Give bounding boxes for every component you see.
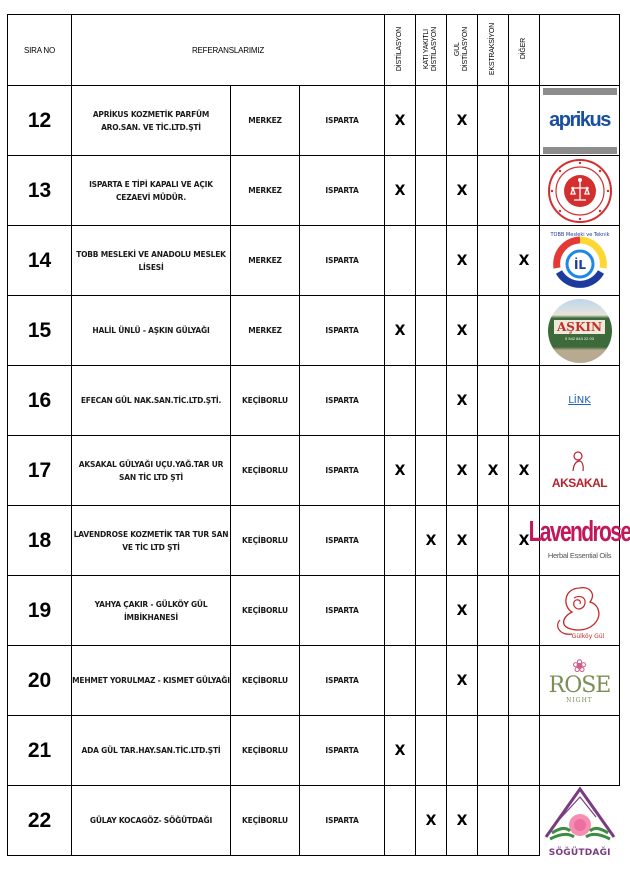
mark-diger: [509, 646, 540, 716]
logo-cell: [540, 576, 620, 646]
district: MERKEZ: [231, 156, 300, 226]
mark-gul: X: [447, 506, 478, 576]
row-number: 20: [8, 646, 72, 716]
row-number: 18: [8, 506, 72, 576]
company-name: LAVENDROSE KOZMETİK TAR TUR SAN VE TİC LTD ŞTİ: [72, 506, 231, 576]
header-kati-yakitli: [416, 15, 447, 86]
mark-gul: X: [447, 226, 478, 296]
header-gul-label: GÜL DİSTİLASYON: [454, 26, 469, 72]
aksakal-logo-text: AKSAKAL: [551, 476, 608, 490]
row-number: 19: [8, 576, 72, 646]
mark-distilasyon: [385, 786, 416, 856]
tobb-school-logo-icon: [547, 228, 613, 294]
mark-kati: [416, 226, 447, 296]
mark-kati: [416, 436, 447, 506]
mark-ekstraksiyon: [478, 506, 509, 576]
header-row: [8, 15, 620, 86]
askin-sign-photo-image: [548, 299, 612, 363]
logo-cell: [540, 646, 620, 716]
district: KEÇİBORLU: [231, 436, 300, 506]
table-row: [8, 226, 620, 296]
tobb-school-logo: [542, 228, 618, 294]
efecan-link[interactable]: LİNK: [568, 395, 591, 406]
city: ISPARTA: [300, 786, 385, 856]
mark-ekstraksiyon: [478, 226, 509, 296]
svg-text:Gülköy Gül: Gülköy Gül: [571, 632, 604, 640]
mark-kati: [416, 716, 447, 786]
row-number: 12: [8, 86, 72, 156]
mark-kati: [416, 86, 447, 156]
company-name: EFECAN GÜL NAK.SAN.TİC.LTD.ŞTİ.: [72, 366, 231, 436]
rose-night-logo-image: [549, 657, 611, 704]
mark-diger: [509, 716, 540, 786]
header-sira-no: SIRA NO: [8, 15, 72, 86]
city: ISPARTA: [300, 156, 385, 226]
header-ekstraksiyon-label: EKSTRAKSİYON: [489, 22, 496, 76]
mark-distilasyon: X: [385, 296, 416, 366]
mark-diger: X: [509, 436, 540, 506]
lavendrose-logo-subtext: Herbal Essential Oils: [547, 551, 612, 560]
table-row: [8, 296, 620, 366]
mark-diger: X: [509, 226, 540, 296]
table-row: [8, 646, 620, 716]
row-number: 14: [8, 226, 72, 296]
mark-diger: [509, 576, 540, 646]
company-name: ADA GÜL TAR.HAY.SAN.TİC.LTD.ŞTİ: [72, 716, 231, 786]
district: KEÇİBORLU: [231, 716, 300, 786]
mark-ekstraksiyon: [478, 576, 509, 646]
header-distilasyon-label: DİSTİLASYON: [396, 26, 403, 72]
city: ISPARTA: [300, 576, 385, 646]
mark-diger: [509, 86, 540, 156]
mark-ekstraksiyon: [478, 296, 509, 366]
table-row: [8, 716, 620, 786]
header-gul-distilasyon: [447, 15, 478, 86]
table-row: [8, 786, 620, 856]
svg-text:İL: İL: [573, 257, 586, 272]
mark-ekstraksiyon: [478, 716, 509, 786]
city: ISPARTA: [300, 226, 385, 296]
logo-cell: [540, 786, 620, 859]
rose-night-logo-text: ROSE: [548, 673, 611, 698]
mark-distilasyon: X: [385, 86, 416, 156]
header-referanslar: REFERANSLARIMIZ: [72, 15, 385, 86]
table-row: [8, 436, 620, 506]
mark-gul: X: [447, 156, 478, 226]
mark-ekstraksiyon: [478, 646, 509, 716]
district: KEÇİBORLU: [231, 576, 300, 646]
header-kati-label: KATI YAKITLI DİSTİLASYON: [423, 26, 438, 72]
row-number: 22: [8, 786, 72, 856]
gulkoy-rose-logo: [542, 578, 618, 644]
mark-gul: X: [447, 646, 478, 716]
company-name: HALİL ÜNLÜ - AŞKIN GÜLYAĞI: [72, 296, 231, 366]
table-row: [8, 156, 620, 226]
city: ISPARTA: [300, 716, 385, 786]
city: ISPARTA: [300, 436, 385, 506]
mark-kati: X: [416, 786, 447, 856]
mark-diger: [509, 366, 540, 436]
header-distilasyon: [385, 15, 416, 86]
aksakal-logo: [542, 438, 618, 504]
company-name: APRİKUS KOZMETİK PARFÜM ARO.SAN. VE TİC.LTD.ŞTİ: [72, 86, 231, 156]
aksakal-figure-icon: [570, 451, 588, 471]
table-row: [8, 506, 620, 576]
row-number: 17: [8, 436, 72, 506]
company-name: ISPARTA E TİPİ KAPALI VE AÇIK CEZAEVİ MÜDÜR.: [72, 156, 231, 226]
logo-cell: [540, 366, 620, 436]
city: ISPARTA: [300, 86, 385, 156]
rose-night-logo-subtext: NIGHT: [566, 697, 593, 704]
mark-kati: [416, 366, 447, 436]
references-table: [7, 14, 630, 859]
lavendrose-logo: [528, 508, 630, 574]
rose-night-logo: [542, 648, 618, 714]
header-diger-label: DİĞER: [520, 38, 527, 60]
row-number: 16: [8, 366, 72, 436]
mark-distilasyon: X: [385, 436, 416, 506]
header-logo: [540, 15, 620, 86]
city: ISPARTA: [300, 296, 385, 366]
district: KEÇİBORLU: [231, 786, 300, 856]
city: ISPARTA: [300, 366, 385, 436]
district: KEÇİBORLU: [231, 506, 300, 576]
company-name: GÜLAY KOCAGÖZ- SÖĞÜTDAĞI: [72, 786, 231, 856]
lavendrose-logo-image: [528, 516, 630, 560]
district: MERKEZ: [231, 226, 300, 296]
mark-gul: X: [447, 576, 478, 646]
lavendrose-logo-text: Lavendrose: [528, 516, 630, 548]
district: KEÇİBORLU: [231, 366, 300, 436]
mark-gul: X: [447, 786, 478, 856]
logo-cell: [540, 86, 620, 156]
district: MERKEZ: [231, 86, 300, 156]
mark-diger: [509, 156, 540, 226]
header-diger: [509, 15, 540, 86]
mark-gul: X: [447, 86, 478, 156]
askin-sign-phone: 0 542 843 22 03: [565, 336, 594, 341]
company-name: AKSAKAL GÜLYAĞI UÇU.YAĞ.TAR UR SAN TİC LTD ŞTİ: [72, 436, 231, 506]
mark-distilasyon: [385, 506, 416, 576]
row-number: 13: [8, 156, 72, 226]
district: MERKEZ: [231, 296, 300, 366]
mark-kati: [416, 296, 447, 366]
header-ekstraksiyon: [478, 15, 509, 86]
link: [542, 368, 618, 434]
mountain-rose-icon: [544, 787, 616, 843]
table-row: [8, 366, 620, 436]
aprikus-logo-image: [543, 88, 617, 154]
row-number: 15: [8, 296, 72, 366]
aprikus-logo-text: aprikus: [549, 109, 610, 131]
mark-ekstraksiyon: [478, 786, 509, 856]
mark-kati: X: [416, 506, 447, 576]
sogutdagi-logo-text: SÖĞÜTDAĞI: [548, 848, 611, 859]
company-name: MEHMET YORULMAZ - KISMET GÜLYAĞI: [72, 646, 231, 716]
mark-ekstraksiyon: [478, 156, 509, 226]
row-number: 21: [8, 716, 72, 786]
mark-distilasyon: [385, 226, 416, 296]
city: ISPARTA: [300, 646, 385, 716]
empty: [542, 718, 618, 784]
company-name: YAHYA ÇAKIR - GÜLKÖY GÜL İMBİKHANESİ: [72, 576, 231, 646]
justice-ministry-seal: [542, 158, 618, 224]
sogutdagi-logo: [542, 788, 618, 859]
mark-gul: X: [447, 296, 478, 366]
mark-distilasyon: [385, 366, 416, 436]
mark-distilasyon: [385, 646, 416, 716]
askin-sign-photo: [542, 298, 618, 364]
justice-seal-icon: [547, 158, 613, 224]
mark-gul: X: [447, 366, 478, 436]
svg-text:TOBB Mesleki ve Teknik: TOBB Mesleki ve Teknik: [549, 231, 610, 238]
mark-kati: [416, 576, 447, 646]
mark-kati: [416, 646, 447, 716]
mark-ekstraksiyon: X: [478, 436, 509, 506]
mark-ekstraksiyon: [478, 366, 509, 436]
gulkoy-rose-icon: [550, 580, 610, 642]
mark-diger: X: [509, 506, 540, 576]
logo-cell: [540, 436, 620, 506]
mark-gul: X: [447, 436, 478, 506]
mark-diger: [509, 786, 540, 856]
aksakal-logo-image: [552, 451, 607, 490]
city: ISPARTA: [300, 506, 385, 576]
district: KEÇİBORLU: [231, 646, 300, 716]
company-name: TOBB MESLEKİ VE ANADOLU MESLEK LİSESİ: [72, 226, 231, 296]
aprikus-logo: [542, 88, 618, 154]
table-row: [8, 576, 620, 646]
mark-kati: [416, 156, 447, 226]
table-body: [8, 86, 630, 859]
logo-cell: [540, 226, 620, 296]
logo-cell: [528, 506, 630, 576]
table-row: [8, 86, 620, 156]
mark-gul: [447, 716, 478, 786]
logo-cell: [540, 296, 620, 366]
mark-distilasyon: [385, 576, 416, 646]
logo-cell: [540, 156, 620, 226]
logo-cell: [540, 716, 620, 786]
rose-icon: ❀: [571, 656, 588, 676]
sogutdagi-logo-image: [544, 787, 616, 858]
mark-distilasyon: X: [385, 156, 416, 226]
mark-distilasyon: X: [385, 716, 416, 786]
askin-sign-text: AŞKIN: [554, 320, 605, 334]
mark-ekstraksiyon: [478, 86, 509, 156]
mark-diger: [509, 296, 540, 366]
